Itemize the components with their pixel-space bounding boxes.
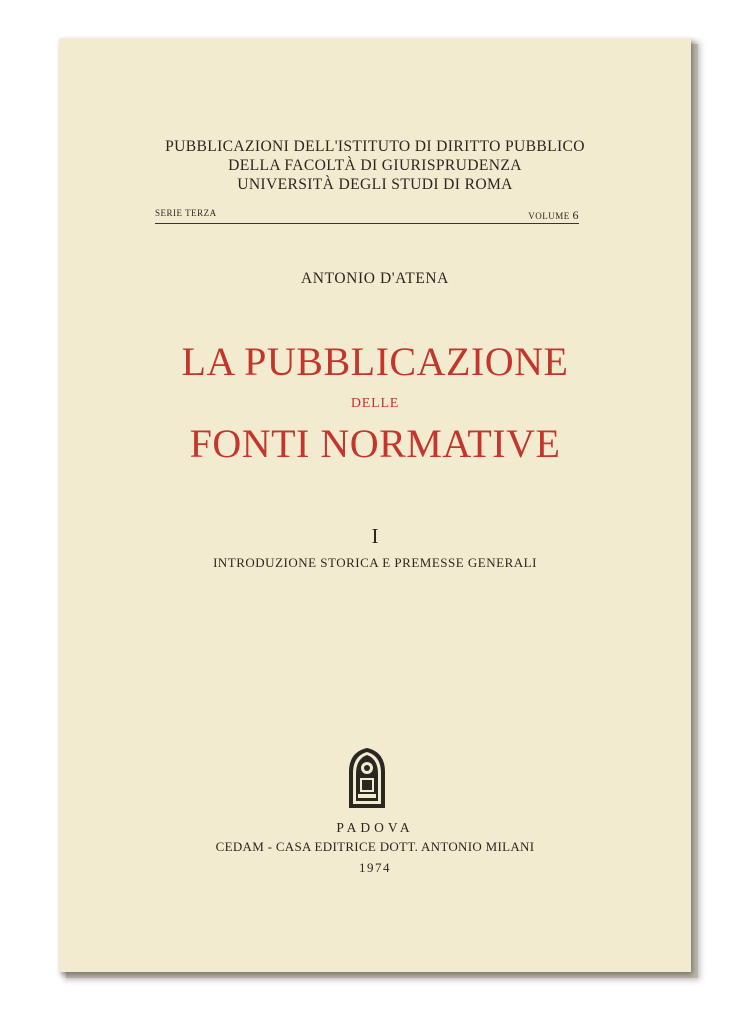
part-subtitle: INTRODUZIONE STORICA E PREMESSE GENERALI <box>213 555 537 570</box>
header-divider <box>155 223 579 224</box>
series-line-1: PUBBLICAZIONI DELL'ISTITUTO DI DIRITTO PUBBLICO <box>165 138 585 155</box>
volume-number: 6 <box>572 208 579 222</box>
publication-year: 1974 <box>359 860 391 875</box>
book-cover <box>59 38 691 972</box>
series-line-2: DELLA FACOLTÀ DI GIURISPRUDENZA <box>228 157 522 174</box>
title-connector: DELLE <box>350 396 400 411</box>
publication-place: PADOVA <box>336 820 414 835</box>
title-line-1: LA PUBBLICAZIONE <box>181 339 569 384</box>
series-label: SERIE TERZA <box>155 208 217 218</box>
volume-label-group <box>528 208 579 223</box>
series-line-3: UNIVERSITÀ DEGLI STUDI DI ROMA <box>237 176 513 193</box>
publisher-emblem-icon <box>347 746 387 810</box>
author-name: ANTONIO D'ATENA <box>301 270 449 287</box>
publisher-name: CEDAM - CASA EDITRICE DOTT. ANTONIO MILANI <box>215 839 535 854</box>
series-heading <box>59 137 691 194</box>
title-line-2: FONTI NORMATIVE <box>189 421 561 466</box>
part-number: I <box>371 524 379 548</box>
volume-label: VOLUME <box>528 211 570 221</box>
